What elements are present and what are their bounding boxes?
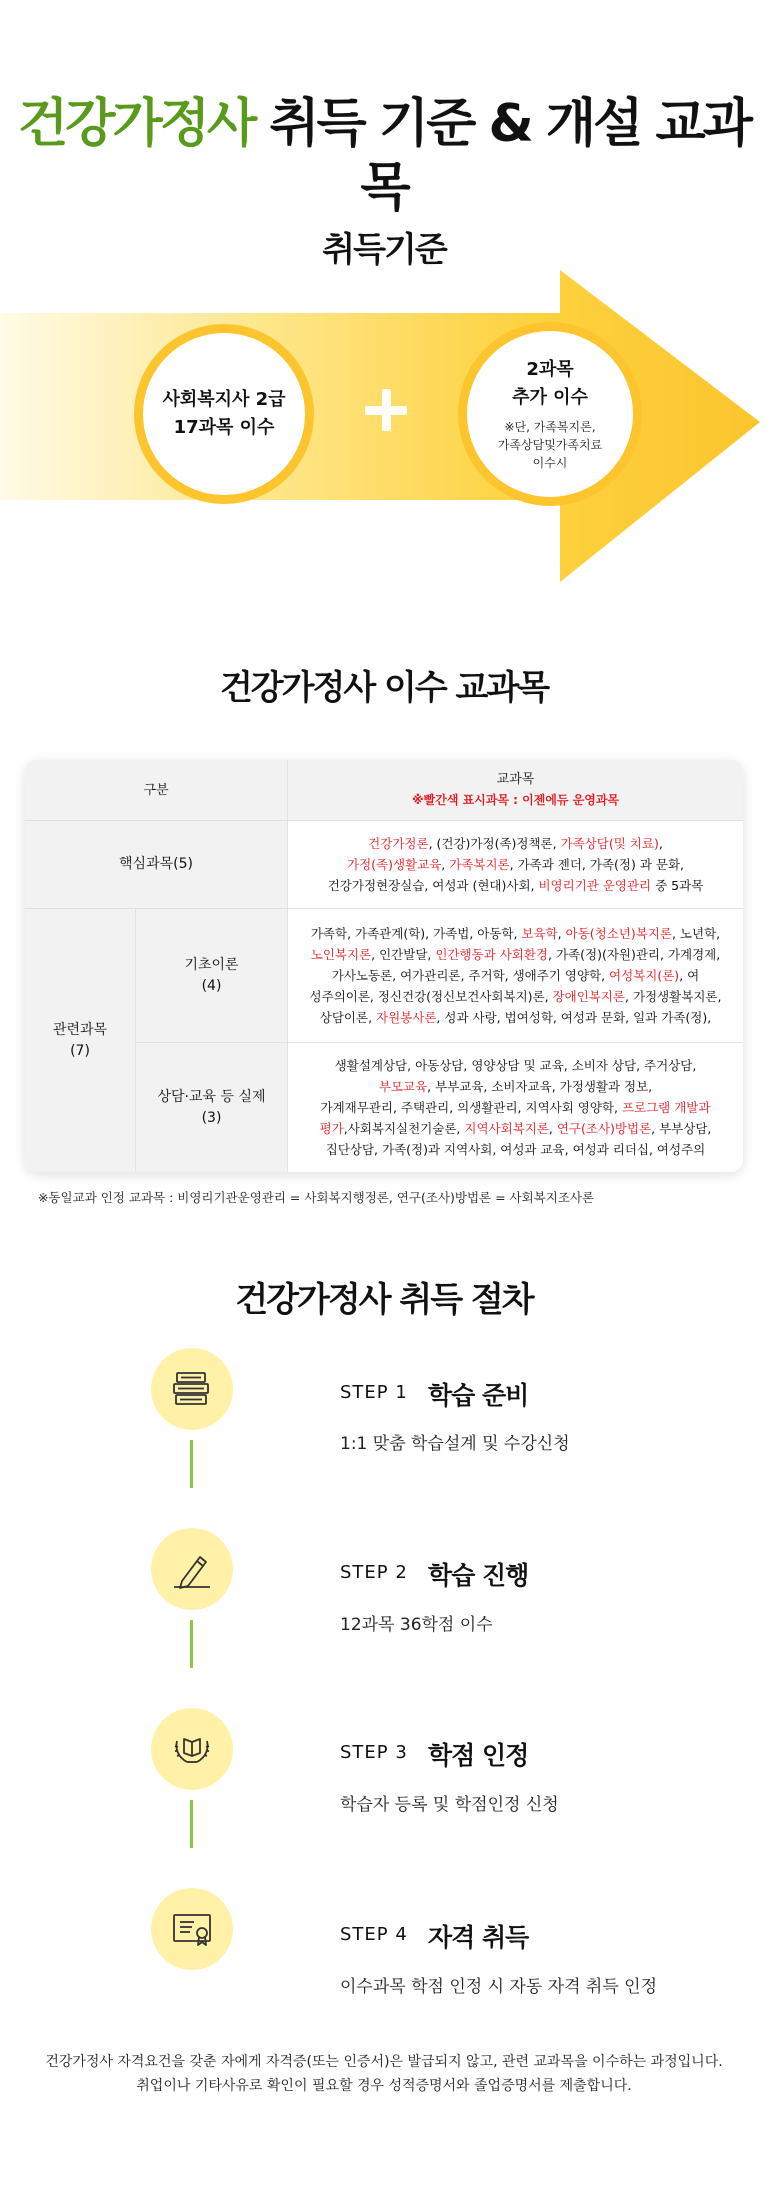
operated-subject: 가족복지론 bbox=[449, 857, 510, 872]
procedure-heading: 건강가정사 취득 절차 bbox=[235, 1280, 533, 1320]
practice-subjects bbox=[287, 1042, 743, 1172]
subject-line bbox=[320, 1118, 712, 1139]
subject-line bbox=[311, 923, 720, 944]
curriculum-table bbox=[25, 760, 743, 1172]
subject-line bbox=[332, 965, 699, 986]
operated-subject: 부모교육 bbox=[378, 1079, 428, 1094]
core-subjects bbox=[287, 820, 743, 908]
subject-text: 집단상담, 가족(정)과 지역사회, 여성과 교육, 여성과 리더십, 여성주의 bbox=[325, 1142, 706, 1157]
subject-line bbox=[328, 875, 704, 896]
step-1-title: 학습 준비 bbox=[428, 1381, 529, 1410]
header-subjects-cell bbox=[287, 760, 743, 820]
subject-text: 중 5과목 bbox=[651, 878, 704, 893]
basic-label: 기초이론 bbox=[184, 956, 239, 973]
title-rest: 취득 기준 & 개설 교과목 bbox=[254, 94, 750, 218]
right-note1: ※단, 가족복지론, bbox=[504, 420, 596, 434]
left-line2: 17과목 이수 bbox=[173, 417, 275, 438]
step-3-icon-circle bbox=[151, 1708, 233, 1790]
bottom-note-line2: 취업이나 기타사유로 확인이 필요할 경우 성적증명서와 졸업증명서를 제출합니다. bbox=[136, 2078, 632, 2094]
related-label: 관련과목 bbox=[52, 1021, 108, 1038]
operated-subject: 연구(조사)방법론 bbox=[556, 1121, 652, 1136]
related-label-cell bbox=[25, 908, 135, 1172]
step-4-desc: 이수과목 학점 인정 시 자동 자격 취득 인정 bbox=[340, 1977, 658, 1997]
basic-subjects bbox=[287, 908, 743, 1042]
step-connector bbox=[190, 1800, 193, 1848]
header-category: 구분 bbox=[25, 760, 287, 820]
subject-line bbox=[326, 1139, 706, 1160]
subject-text: , 성과 사랑, 법여성학, 여성과 문화, 일과 가족(정), bbox=[436, 1010, 712, 1025]
operated-subject: 가정(족)생활교육 bbox=[347, 857, 442, 872]
subject-line bbox=[310, 986, 722, 1007]
operated-subject: 장애인복지론 bbox=[552, 989, 625, 1004]
right-note bbox=[498, 418, 602, 472]
operated-subject: 인간행동과 사회환경 bbox=[435, 947, 549, 962]
subject-text: , bbox=[441, 857, 450, 872]
subject-text: 건강가정현장실습, 여성과 (현대)사회, bbox=[327, 878, 539, 893]
practice-count: (3) bbox=[201, 1109, 222, 1126]
subject-text: , 부부상담, bbox=[651, 1121, 712, 1136]
step-4-icon-circle bbox=[151, 1888, 233, 1970]
subject-text: , 노년학, bbox=[671, 926, 721, 941]
subject-text: , 가족(정)(자원)관리, 가계경제, bbox=[548, 947, 721, 962]
step-3-title: 학점 인정 bbox=[428, 1741, 529, 1770]
step-connector bbox=[190, 1620, 193, 1668]
step-4-label: STEP 4 bbox=[340, 1924, 408, 1945]
operated-subject: 자원봉사론 bbox=[376, 1010, 437, 1025]
laurel-book-icon bbox=[169, 1729, 215, 1769]
header-subjects: 교과목 bbox=[496, 772, 535, 787]
step-1-desc: 1:1 맞춤 학습설계 및 수강신청 bbox=[340, 1434, 570, 1454]
subject-text: ,사회복지실천기술론, bbox=[343, 1121, 465, 1136]
header-note: ※빨간색 표시과목 : 이젠에듀 운영과목 bbox=[411, 793, 620, 807]
subject-text: , (건강)가정(족)정책론, bbox=[428, 836, 561, 851]
subject-line bbox=[379, 1076, 652, 1097]
right-line1: 2과목 bbox=[526, 359, 574, 380]
right-note2: 가족상담및가족치료 bbox=[497, 438, 603, 452]
step-connector bbox=[190, 1440, 193, 1488]
step-2-icon-circle bbox=[151, 1528, 233, 1610]
step-2-title: 학습 진행 bbox=[428, 1561, 529, 1590]
operated-subject: 가족상담(및 치료) bbox=[560, 836, 659, 851]
step-1-icon-circle bbox=[151, 1348, 233, 1430]
operated-subject: 비영리기관 운영관리 bbox=[538, 878, 652, 893]
bottom-note bbox=[0, 2050, 768, 2098]
operated-subject: 건강가정론 bbox=[368, 836, 429, 851]
step-3-label: STEP 3 bbox=[340, 1742, 408, 1763]
plus-icon bbox=[361, 385, 411, 435]
right-note3: 이수시 bbox=[532, 456, 568, 470]
subject-line bbox=[347, 854, 684, 875]
practice-label-cell bbox=[135, 1042, 287, 1172]
title-highlight: 건강가정사 bbox=[18, 94, 255, 154]
certificate-icon bbox=[170, 1909, 214, 1949]
practice-label: 상담·교육 등 실제 bbox=[157, 1088, 266, 1105]
operated-subject: 프로그램 개발과 bbox=[621, 1100, 711, 1115]
operated-subject: 아동(청소년)복지론 bbox=[565, 926, 672, 941]
right-line2: 추가 이수 bbox=[512, 387, 588, 408]
subject-text: , bbox=[557, 926, 566, 941]
books-icon bbox=[170, 1369, 214, 1409]
bottom-note-line1: 건강가정사 자격요건을 갖춘 자에게 자격증(또는 인증서)은 발급되지 않고, 관련 교과목을 이수하는 과정입니다. bbox=[45, 2054, 723, 2070]
criteria-left-circle bbox=[134, 324, 314, 504]
curriculum-heading: 건강가정사 이수 교과목 bbox=[219, 668, 549, 708]
step-1-label: STEP 1 bbox=[340, 1382, 408, 1403]
subject-text: , 가족과 젠더, 가족(정) 과 문화, bbox=[509, 857, 684, 872]
step-3-desc: 학습자 등록 및 학점인정 신청 bbox=[340, 1795, 559, 1815]
subject-line bbox=[368, 833, 663, 854]
subject-line bbox=[321, 1097, 711, 1118]
equivalence-footnote: ※동일교과 인정 교과목 : 비영리기관운영관리 = 사회복지행정론, 연구(조사)방법론 = 사회복지조사론 bbox=[38, 1190, 595, 1205]
subject-text: , 인간발달, bbox=[371, 947, 436, 962]
subject-text: 가족학, 가족관계(학), 가족법, 아동학, bbox=[310, 926, 522, 941]
basic-count: (4) bbox=[201, 977, 222, 994]
subject-line bbox=[335, 1055, 697, 1076]
subject-line bbox=[320, 1007, 711, 1028]
core-label: 핵심과목(5) bbox=[25, 820, 287, 908]
pencil-icon bbox=[170, 1549, 214, 1589]
basic-label-cell bbox=[135, 908, 287, 1042]
subject-line bbox=[311, 944, 720, 965]
related-count: (7) bbox=[70, 1042, 90, 1059]
subject-text: 생활설계상담, 아동상담, 영양상담 및 교육, 소비자 상담, 주거상담, bbox=[334, 1058, 697, 1073]
step-2-label: STEP 2 bbox=[340, 1562, 408, 1583]
subject-text: , 가정생활복지론, bbox=[625, 989, 722, 1004]
subject-text: , 부부교육, 소비자교육, 가정생활과 정보, bbox=[427, 1079, 653, 1094]
criteria-right-circle bbox=[458, 322, 642, 506]
subject-text: , 여 bbox=[679, 968, 700, 983]
subject-text: , bbox=[548, 1121, 557, 1136]
subject-text: 상담이론, bbox=[319, 1010, 377, 1025]
subject-text: 성주의이론, 정신건강(정신보건사회복지)론, bbox=[309, 989, 553, 1004]
left-line1: 사회복지사 2급 bbox=[162, 389, 286, 410]
operated-subject: 지역사회복지론 bbox=[464, 1121, 549, 1136]
step-2-desc: 12과목 36학점 이수 bbox=[340, 1615, 493, 1635]
step-4-title: 자격 취득 bbox=[428, 1923, 529, 1952]
operated-subject: 여성복지(론) bbox=[609, 968, 680, 983]
subject-text: 가사노동론, 여가관리론, 주거학, 생애주기 영양학, bbox=[331, 968, 610, 983]
page-title bbox=[0, 92, 768, 220]
subject-text: 가계재무관리, 주택관리, 의생활관리, 지역사회 영양학, bbox=[320, 1100, 622, 1115]
operated-subject: 보육학 bbox=[521, 926, 558, 941]
operated-subject: 평가 bbox=[319, 1121, 344, 1136]
criteria-heading: 취득기준 bbox=[322, 230, 446, 270]
subject-text: , bbox=[658, 836, 663, 851]
operated-subject: 노인복지론 bbox=[310, 947, 372, 962]
